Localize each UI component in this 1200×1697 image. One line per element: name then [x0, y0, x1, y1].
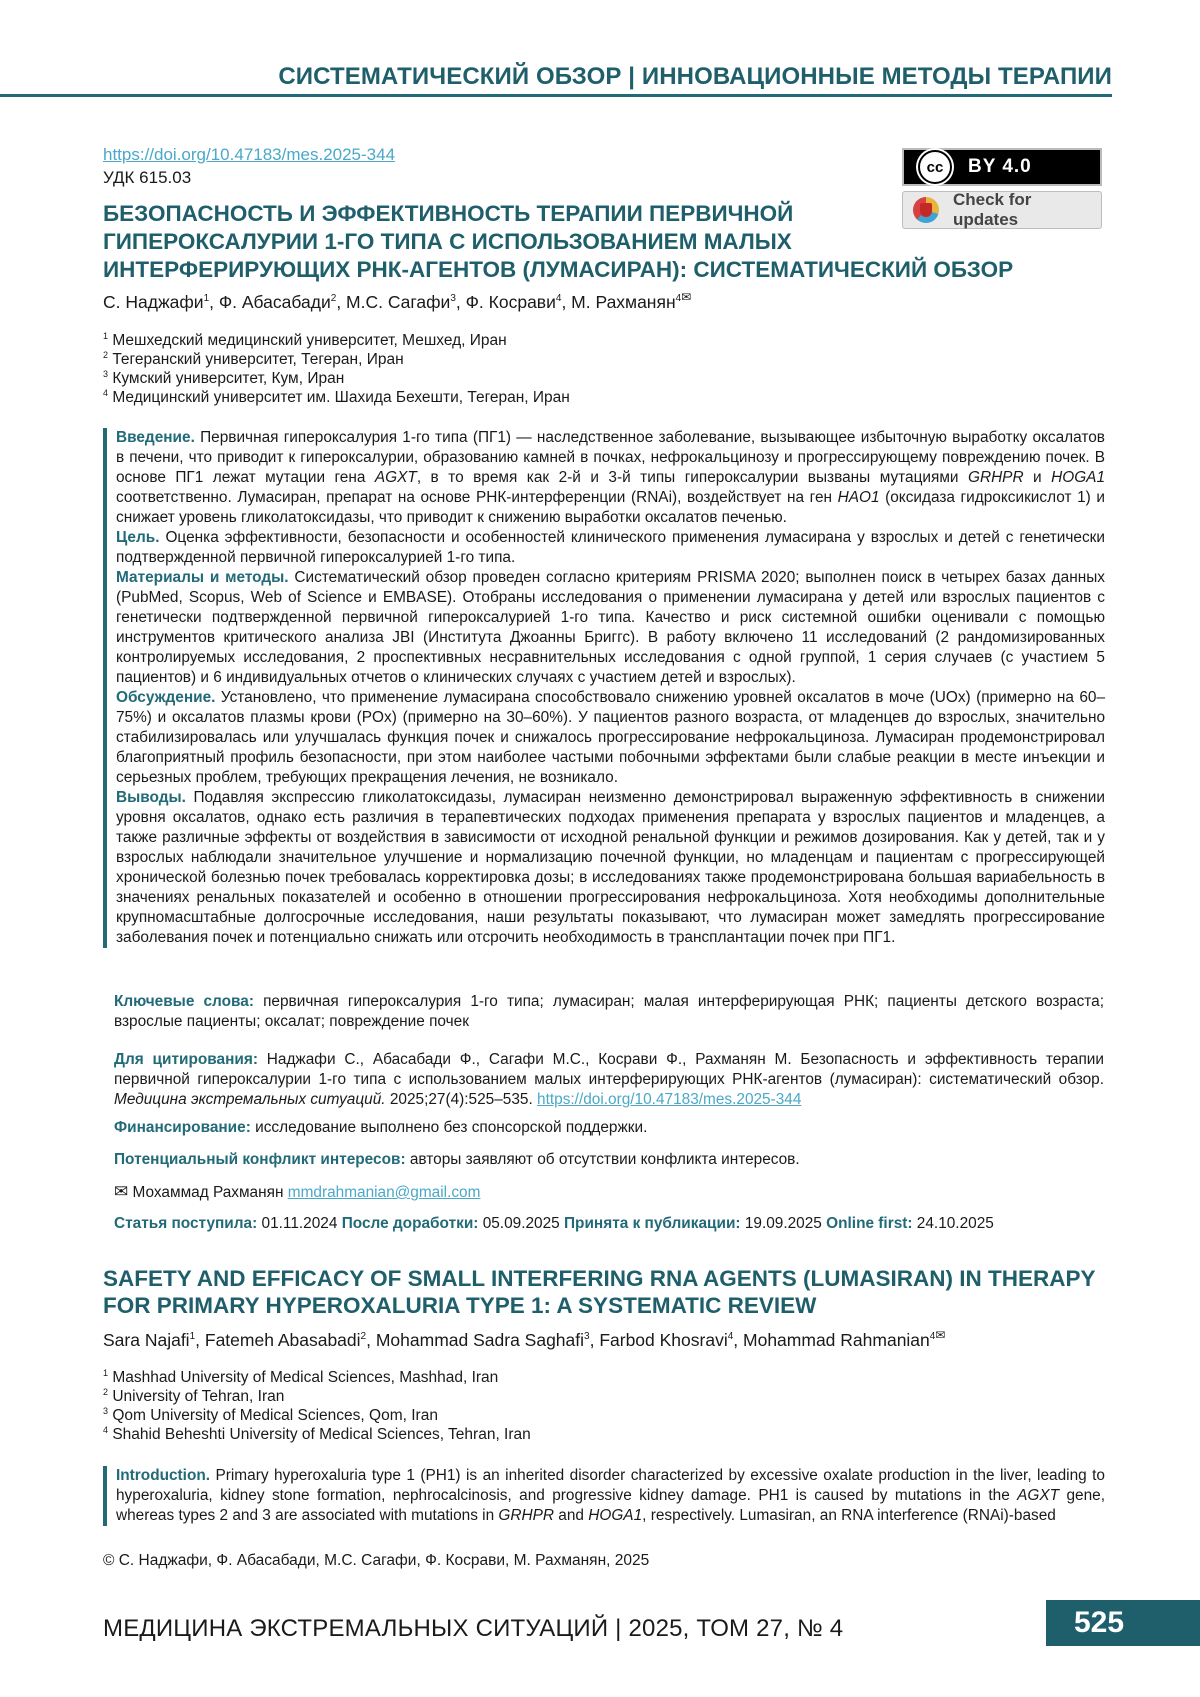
online-date: 24.10.2025 [916, 1215, 994, 1232]
keywords-label: Ключевые слова: [114, 993, 254, 1010]
section-text: Подавляя экспрессию гликолатоксидазы, лумасиран неизменно демонстрировал выраженную эффективность в снижении уровня оксалатов, однако есть различия в терапевтических подходах применения препарата у взрослых пациентов и младенцев, а также различные эффекты от воздействия в зависимости от исходной ренальной функции и режимов дозирования. Как у детей, так и у взрослых наблюдали значительное улучшение и нормализацию почечной функции, но младенцам и пациентам с прогрессирующей хронической болезнью почек требовалась корректировка дозы; в исследованиях также продемонстрирована большая вариабельность в значениях ренальных показателей и особенно в отношении прогрессирования нефрокальциноза. Хотя необходимы дополнительные крупномасштабные долгосрочные исследования, наши результаты показывают, что лумасиран может замедлять прогрессирование заболевания почек и потенциально снижать или отсрочить необходимость в трансплантации почек при ПГ1. [116, 789, 1106, 946]
gene-name: AGXT [1017, 1487, 1060, 1504]
citation [114, 1050, 1104, 1110]
affiliation-num: 1 [103, 330, 109, 341]
author-name: Mohammad Rahmanian [743, 1330, 930, 1350]
affiliation-text: Медицинский университет им. Шахида Бехешти, Тегеран, Иран [112, 389, 570, 406]
title-line: SAFETY AND EFFICACY OF SMALL INTERFERING RNA AGENTS (LUMASIRAN) IN THERAPY [103, 1266, 1096, 1291]
accepted-label: Принята к публикации: [564, 1215, 741, 1232]
affiliation [103, 1388, 284, 1406]
section-text: Первичная гипероксалурия 1-го типа (ПГ1) — наследственное заболевание, вызывающее избыточную выработку оксалатов в печени, что приводит к гипероксалурии, образованию камней в почках, нефрокальцинозу и прогрессирующему повреждению почек. В основе ПГ1 лежат мутации гена [116, 429, 1105, 486]
page-number: 525 [1074, 1606, 1125, 1639]
section-label: Материалы и методы. [116, 569, 289, 586]
check-updates-label: Check for updates [952, 190, 1032, 229]
author-name: Fatemeh Abasabadi [204, 1330, 361, 1350]
affiliation [103, 1369, 498, 1387]
section-text: and [554, 1507, 589, 1524]
doi-link[interactable]: https://doi.org/10.47183/mes.2025-344 [103, 145, 396, 164]
abstract-intro [116, 428, 1105, 528]
received-label: Статья поступила: [114, 1215, 258, 1232]
affiliation-mark: 3 [584, 1331, 590, 1343]
abstract-discussion [116, 688, 1105, 788]
affiliation-mark: 1 [203, 293, 210, 305]
affiliation-num: 3 [103, 368, 109, 379]
affiliation-text: Qom University of Medical Sciences, Qom, Iran [112, 1407, 438, 1424]
author-name: Farbod Khosravi [599, 1330, 728, 1350]
section-label: Введение. [116, 429, 195, 446]
revised-date: 05.09.2025 [482, 1215, 560, 1232]
abstract-en [103, 1466, 1105, 1526]
gene-name: HOGA1 [1051, 469, 1106, 486]
affiliation-text: Shahid Beheshti University of Medical Sciences, Tehran, Iran [112, 1426, 531, 1443]
online-label: Online first: [826, 1215, 913, 1232]
corresponding-email-link[interactable]: mmdrahmanian@gmail.com [287, 1184, 481, 1201]
funding-label: Финансирование: [114, 1119, 251, 1136]
udk-code: УДК 615.03 [103, 168, 192, 187]
gene-name: AGXT [374, 469, 417, 486]
section-label: Introduction. [116, 1467, 211, 1484]
citation-text: Наджафи С., Абасабади Ф., Сагафи М.С., Косрави Ф., Рахманян М. Безопасность и эффективность терапии первичной гипероксалурии 1-го типа с использованием малых интерферирующих РНК-агентов (лумасиран): систематический обзор. [114, 1051, 1105, 1088]
author-name: Sara Najafi [103, 1330, 190, 1350]
abstract-conclusions [116, 788, 1105, 948]
corresponding-name: Мохаммад Рахманян [132, 1184, 284, 1201]
affiliation-mark: 4 [727, 1331, 734, 1343]
author-name: М. Рахманян [571, 292, 676, 312]
section-text: соответственно. Лумасиран, препарат на основе РНК-интерференции (RNAi), воздействует на ген [116, 489, 838, 506]
conflict-label: Потенциальный конфликт интересов: [114, 1151, 406, 1168]
affiliation-mark: 2 [360, 1331, 367, 1343]
section-text: Оценка эффективности, безопасности и особенностей клинического применения лумасирана у взрослых и детей с генетически подтвержденной первичной гипероксалурией 1-го типа. [116, 529, 1105, 566]
affiliation-num: 2 [103, 1386, 109, 1397]
section-text: (оксидаза гидроксикислот 1) и снижает уровень гликолатоксидазы, что приводит к снижению выработки оксалатов печенью. [116, 489, 1105, 526]
affiliation [103, 332, 507, 350]
page-number-box [1046, 1600, 1200, 1646]
affiliation-text: Мешхедский медицинский университет, Мешхед, Иран [112, 332, 507, 349]
affiliation [103, 1426, 531, 1444]
section-label: Цель. [116, 529, 160, 546]
affiliation [103, 389, 570, 407]
title-line: БЕЗОПАСНОСТЬ И ЭФФЕКТИВНОСТЬ ТЕРАПИИ ПЕРВИЧНОЙ [103, 201, 794, 226]
section-text: Primary hyperoxaluria type 1 (PH1) is an inherited disorder characterized by excessive oxalate production in the liver, leading to hyperoxaluria, kidney stone formation, nephrocalcinosis, and progressive kidney damage. PH1 is caused by mutations in the [116, 1467, 1105, 1504]
article-title-en [103, 1265, 1096, 1319]
author-name: Ф. Косрави [465, 292, 556, 312]
abstract-methods [116, 568, 1105, 688]
cc-license-badge[interactable] [902, 148, 1102, 186]
author-name: Mohammad Sadra Saghafi [375, 1330, 585, 1350]
section-header: СИСТЕМАТИЧЕСКИЙ ОБЗОР | ИННОВАЦИОННЫЕ МЕТОДЫ ТЕРАПИИ [278, 63, 1112, 90]
author-list-en: Sara Najafi$^1$, Fatemeh Abasabadi$^2$, Mohammad Sadra Saghafi$^3$, Farbod Khosravi$^4$, Mohammad Rahmanian$^4$✉ [103, 1328, 946, 1350]
citation-details: 2025;27(4):525–535. [385, 1091, 538, 1108]
affiliation-text: Тегеранский университет, Тегеран, Иран [112, 351, 404, 368]
received-date: 01.11.2024 [261, 1215, 338, 1232]
conflict-text: авторы заявляют об отсутствии конфликта интересов. [409, 1151, 800, 1168]
funding [114, 1118, 1104, 1138]
section-text: и [1023, 469, 1052, 486]
title-line: ИНТЕРФЕРИРУЮЩИХ РНК-АГЕНТОВ (ЛУМАСИРАН): СИСТЕМАТИЧЕСКИЙ ОБЗОР [103, 257, 1014, 282]
citation-label: Для цитирования: [114, 1051, 258, 1068]
envelope-icon: ✉ [114, 1182, 129, 1201]
funding-text: исследование выполнено без спонсорской поддержки. [255, 1119, 648, 1136]
affiliation-mark: 1 [189, 1331, 196, 1343]
copyright-notice: © С. Наджафи, Ф. Абасабади, М.С. Сагафи, Ф. Косрави, М. Рахманян, 2025 [103, 1552, 650, 1569]
gene-name: HOGA1 [588, 1507, 643, 1524]
affiliation-mark: 4 [929, 1331, 936, 1343]
revised-label: После доработки: [341, 1215, 479, 1232]
author-name: С. Наджафи [103, 292, 204, 312]
affiliation-num: 4 [103, 387, 109, 398]
affiliation-text: Mashhad University of Medical Sciences, Mashhad, Iran [112, 1369, 499, 1386]
section-label: Обсуждение. [116, 689, 216, 706]
section-text: , respectively. Lumasiran, an RNA interference (RNAi)-based [642, 1507, 1056, 1524]
affiliation-num: 2 [103, 349, 109, 360]
affiliation [103, 1407, 438, 1425]
section-text: gene, whereas types 2 and 3 are associated with mutations in [116, 1487, 1105, 1524]
article-dates [114, 1214, 1104, 1234]
corresponding-author [114, 1182, 1104, 1203]
affiliation-num: 4 [103, 1424, 109, 1435]
section-text: , в то время как 2-й и 3-й типы гипероксалурии вызваны мутациями [416, 469, 968, 486]
affiliation-mark: 3 [450, 293, 456, 305]
gene-name: GRHPR [967, 469, 1024, 486]
affiliation-num: 1 [103, 1367, 109, 1378]
header-rule [0, 94, 1112, 97]
author-list-ru: С. Наджафи$^1$, Ф. Абасабади$^2$, М.С. Сагафи$^3$, Ф. Косрави$^4$, М. Рахманян$^4$✉ [103, 290, 692, 312]
keywords [114, 992, 1104, 1032]
affiliation [103, 370, 344, 388]
footer-journal-info: МЕДИЦИНА ЭКСТРЕМАЛЬНЫХ СИТУАЦИЙ | 2025, ТОМ 27, № 4 [103, 1615, 844, 1642]
abstract-intro [116, 1466, 1105, 1526]
abstract-aim [116, 528, 1105, 568]
conflict-of-interest [114, 1150, 1104, 1170]
affiliation-num: 3 [103, 1405, 109, 1416]
section-text: Систематический обзор проведен согласно критериям PRISMA 2020; выполнен поиск в четырех базах данных (PubMed, Scopus, Web of Science и EMBASE). Отобраны исследования о применении лумасирана у детей или взрослых пациентов с генетически подтвержденной первичной гипероксалурией 1-го типа. Качество и риск системной ошибки оценивали с помощью инструментов критического анализа JBI (Института Джоанны Бриггс). В работу включено 11 исследований (2 рандомизированных контролируемых исследования, 2 проспективных несравнительных исследования с одной группой, 1 серия случаев (с участием 5 пациентов) и 6 индивидуальных отчетов о клинических случаях с участием детей и взрослых). [116, 569, 1105, 686]
title-line: ГИПЕРОКСАЛУРИИ 1-ГО ТИПА С ИСПОЛЬЗОВАНИЕМ МАЛЫХ [103, 229, 792, 254]
accepted-date: 19.09.2025 [744, 1215, 822, 1232]
affiliation-text: Кумский университет, Кум, Иран [112, 370, 345, 387]
affiliation-mark: 4 [675, 293, 682, 305]
citation-doi-link[interactable]: https://doi.org/10.47183/mes.2025-344 [537, 1091, 802, 1108]
abstract-ru [103, 428, 1105, 948]
affiliation-text: University of Tehran, Iran [112, 1388, 285, 1405]
affiliation-mark: 4 [555, 293, 562, 305]
author-name: Ф. Абасабади [218, 292, 331, 312]
title-line: FOR PRIMARY HYPEROXALURIA TYPE 1: A SYSTEMATIC REVIEW [103, 1293, 817, 1318]
keywords-text: первичная гипероксалурия 1-го типа; лумасиран; малая интерферирующая РНК; пациенты детского возраста; взрослые пациенты; оксалат; повреждение почек [114, 993, 1104, 1030]
license-label: BY 4.0 [968, 156, 1032, 177]
gene-name: HAO1 [837, 489, 880, 506]
section-label: Выводы. [116, 789, 186, 806]
author-name: М.С. Сагафи [346, 292, 451, 312]
affiliation-mark: 2 [330, 293, 337, 305]
gene-name: GRHPR [498, 1507, 555, 1524]
citation-journal: Медицина экстремальных ситуаций. [114, 1091, 386, 1108]
cc-icon: cc [918, 150, 952, 184]
section-text: Установлено, что применение лумасирана способствовало снижению уровней оксалатов в моче (UOx) (примерно на 60–75%) и оксалатов плазмы крови (POx) (примерно на 30–60%). У пациентов разного возраста, от младенцев до взрослых, значительно стабилизировалась или улучшалась функция почек и снижалось прогрессирование нефрокальциноза. Лумасиран продемонстрировал благоприятный профиль безопасности, при этом наиболее частыми побочными эффектами были слабые реакции в месте инъекции и серьезных проблем, требующих прекращения лечения, не возникало. [116, 689, 1106, 786]
affiliation [103, 351, 404, 369]
